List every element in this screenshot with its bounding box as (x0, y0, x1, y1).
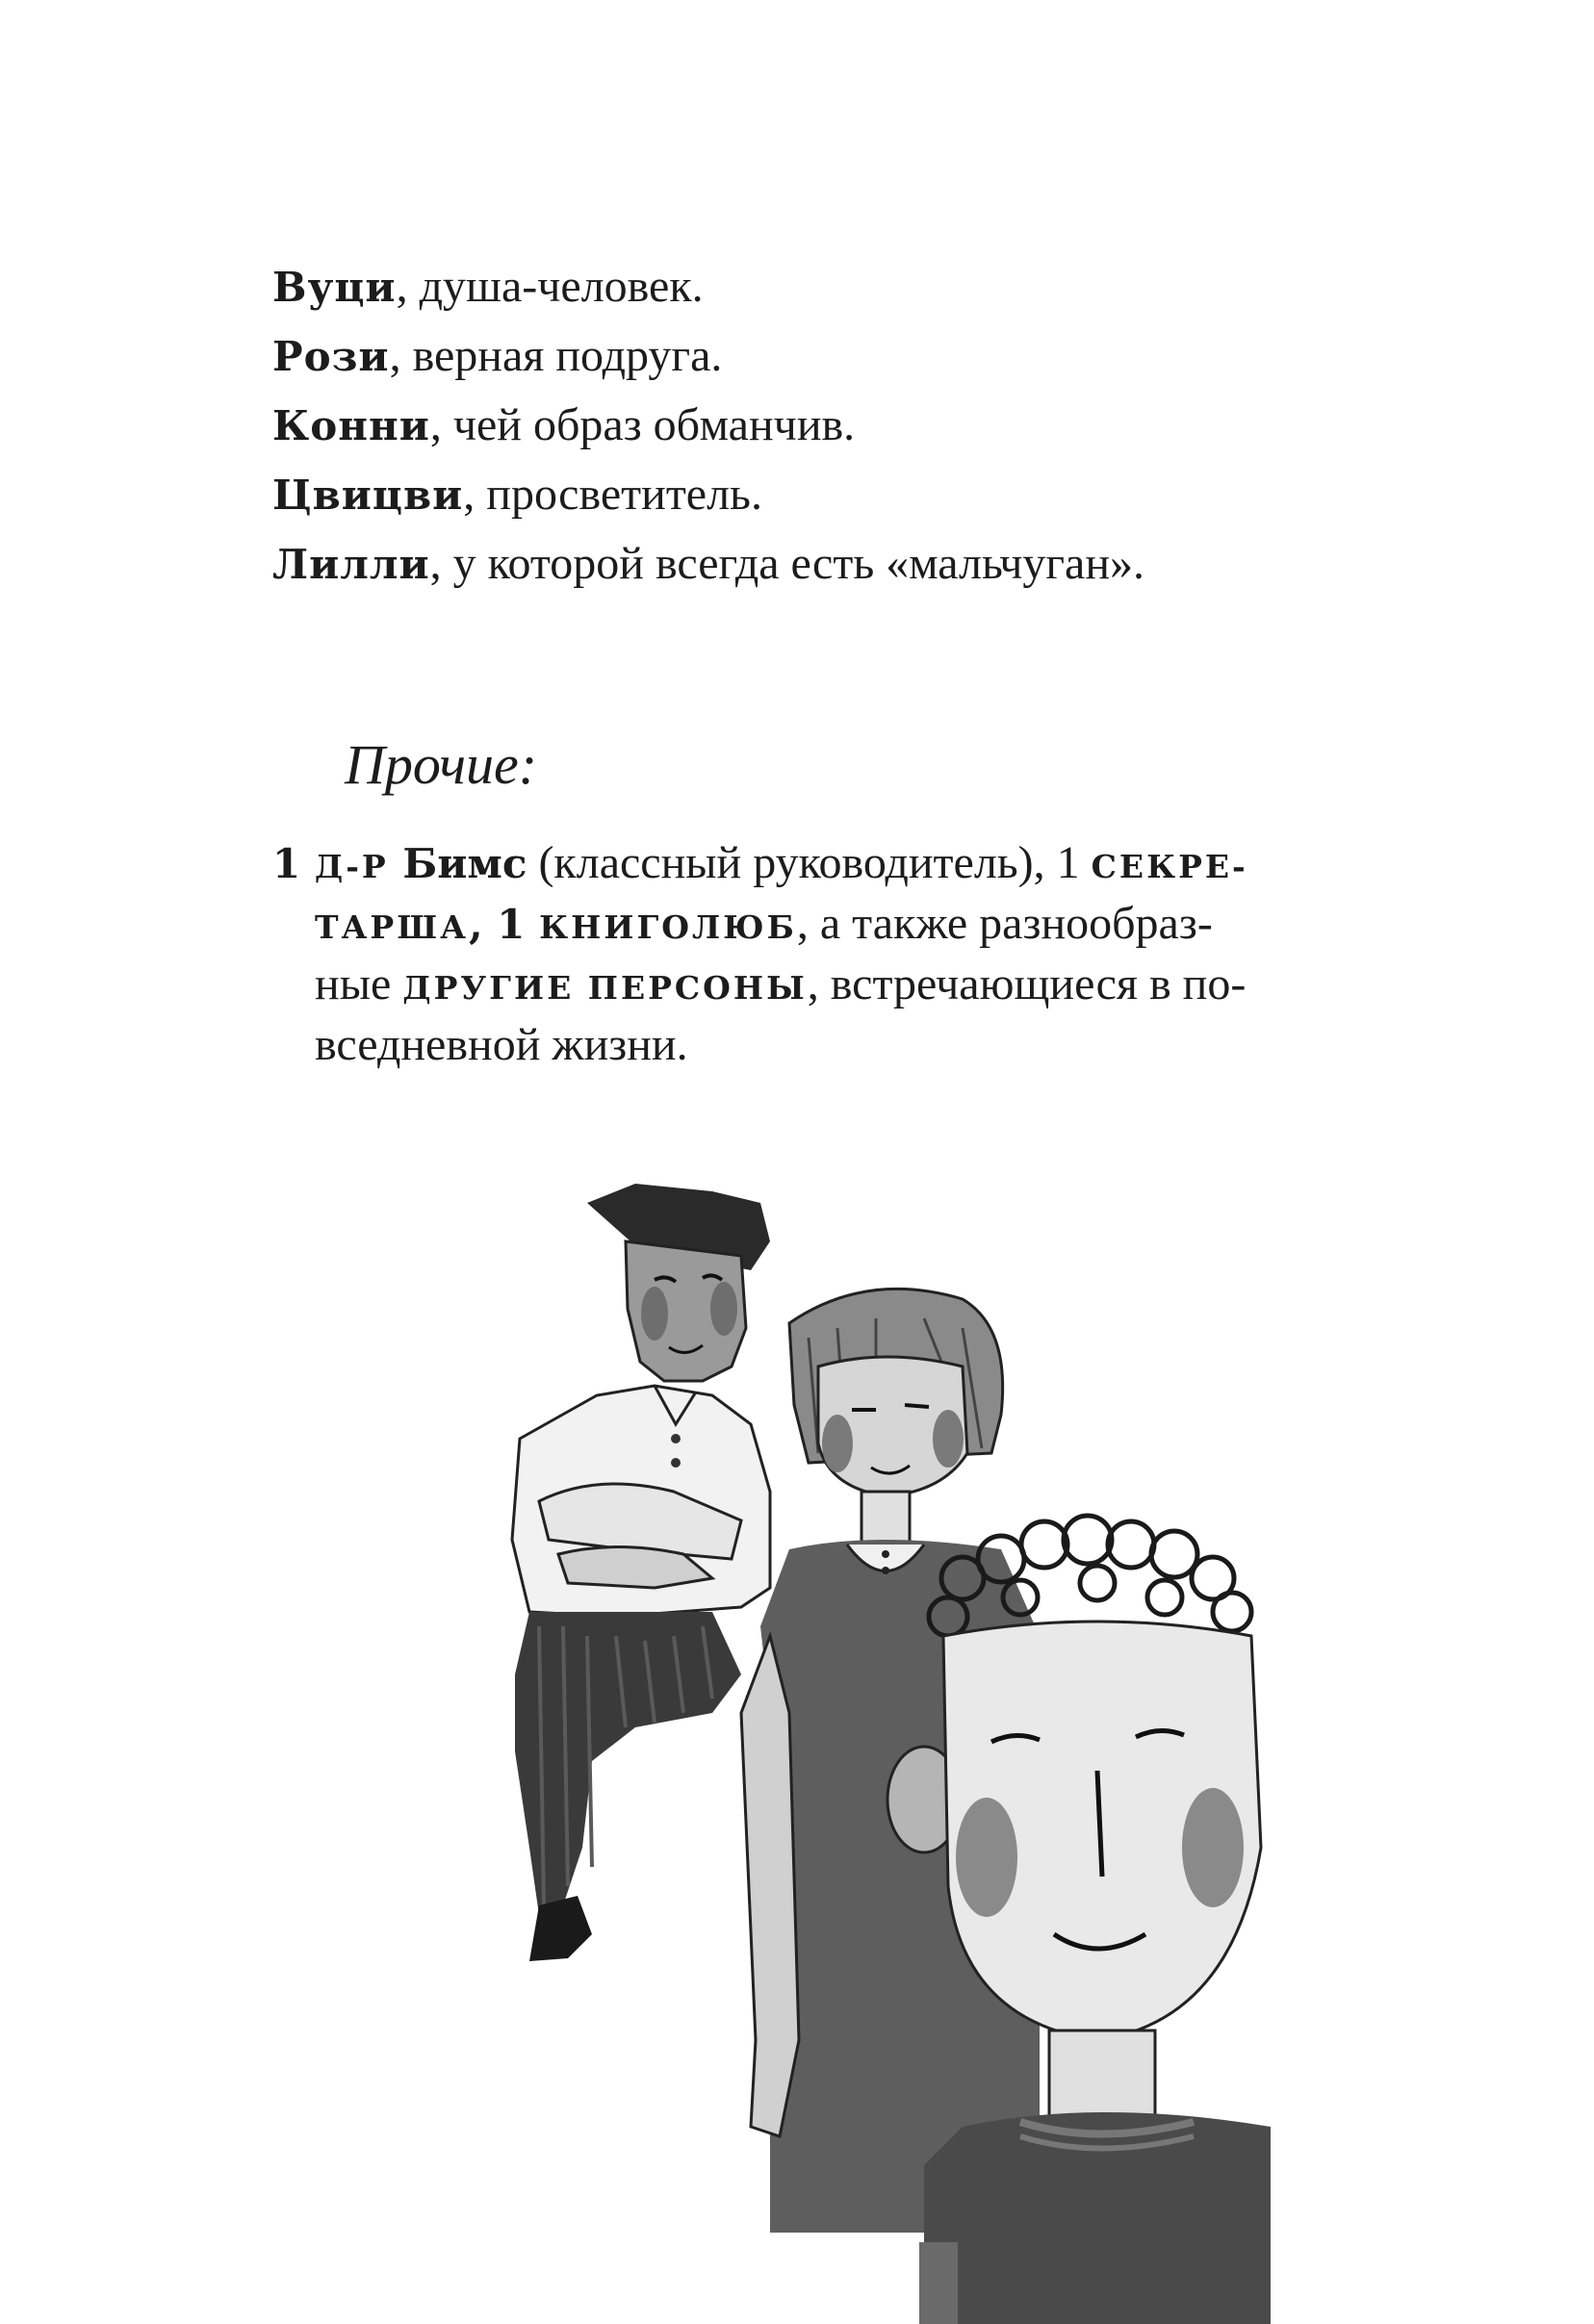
count-text: , 1 (468, 901, 540, 948)
character-description: , просветитель. (463, 469, 762, 520)
role-text: СЕКРЕ- (1091, 848, 1248, 885)
others-line-3 (272, 954, 1360, 1014)
others-line-1 (272, 832, 1360, 893)
character-name: Цвицви (272, 472, 464, 519)
others-heading: Прочие: (345, 733, 538, 796)
plain-text: , а также разнообраз- (796, 898, 1213, 949)
character-description: , чей образ обманчив. (429, 399, 856, 450)
character-line (272, 321, 1427, 391)
character-line (272, 529, 1427, 599)
character-name: Конни (272, 402, 430, 449)
character-name: Лилли (272, 541, 430, 588)
plain-text: , встречающиеся в по- (807, 958, 1247, 1009)
plain-text: (классный руководитель), 1 (527, 837, 1092, 888)
character-line (272, 391, 1427, 460)
character-description: , верная подруга. (389, 330, 723, 381)
plain-text: ные (315, 958, 403, 1009)
role-text: КНИГОЛЮБ (539, 908, 797, 946)
role-text: ДРУГИЕ ПЕРСОНЫ (402, 969, 808, 1007)
character-line (272, 460, 1427, 529)
others-line-4: вседневной жизни. (315, 1019, 688, 1070)
character-name: Вуци (272, 264, 397, 311)
character-list (272, 252, 1427, 599)
others-line-2 (272, 893, 1360, 954)
character-description: , душа-человек. (396, 261, 704, 312)
person-name: Бимс (388, 840, 527, 887)
character-line (272, 252, 1427, 321)
character-description: , у которой всегда есть «мальчуган». (429, 538, 1145, 589)
others-paragraph (272, 832, 1360, 1075)
three-people-sketch-icon (424, 1174, 1309, 2324)
role-text: ТАРША (315, 908, 469, 946)
count-text: 1 (272, 840, 315, 887)
character-name: Рози (272, 333, 390, 380)
title-abbrev: Д-Р (314, 848, 389, 885)
